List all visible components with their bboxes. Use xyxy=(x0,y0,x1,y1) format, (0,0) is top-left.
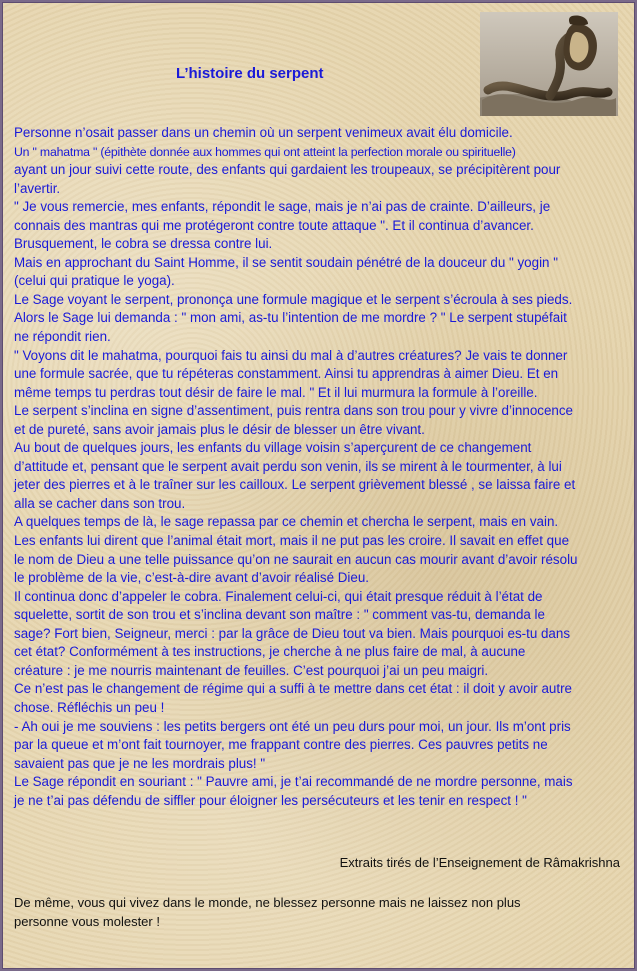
story-line: ne répondit rien. xyxy=(14,329,111,345)
story-line: même temps tu perdras tout désir de faire le mal. " Et il lui murmura la formule à l’oreille. xyxy=(14,384,538,400)
story-line: Ce n’est pas le changement de régime qui a suffi à te mettre dans cet état : il doit y avoir autre xyxy=(14,681,572,697)
story-line: le nom de Dieu a une telle puissance qu’on ne saurait en aucun cas mourir avant d’avoir résolu xyxy=(14,551,578,567)
story-line: Au bout de quelques jours, les enfants du village voisin s’aperçurent de ce changement xyxy=(14,440,532,456)
story-line: cet état? Conformément à tes instructions, je cherche à ne plus faire de mal, à aucune xyxy=(14,644,526,660)
story-line: Le Sage répondit en souriant : " Pauvre ami, je t’ai recommandé de ne mordre personne, mais xyxy=(14,774,573,790)
story-line: et de pureté, sans avoir jamais plus le désir de blesser un être vivant. xyxy=(14,421,425,437)
story-line: " Voyons dit le mahatma, pourquoi fais tu ainsi du mal à d’autres créatures? Je vais te donner xyxy=(14,347,568,363)
story-line: ayant un jour suivi cette route, des enfants qui gardaient les troupeaux, se précipitèrent pour xyxy=(14,162,561,178)
story-line: Il continua donc d’appeler le cobra. Finalement celui-ci, qui était presque réduit à l’état de xyxy=(14,588,543,604)
cobra-photo xyxy=(480,12,618,116)
story-text xyxy=(14,124,626,810)
story-line: Alors le Sage lui demanda : " mon ami, as-tu l’intention de me mordre ? " Le serpent stupéfait xyxy=(14,310,567,326)
moral-line: personne vous molester ! xyxy=(14,914,160,929)
page-frame xyxy=(2,2,635,969)
story-line: Mais en approchant du Saint Homme, il se sentit soudain pénétré de la douceur du " yogin " xyxy=(14,254,558,270)
story-line: d’attitude et, pensant que le serpent avait perdu son venin, ils se mirent à le tourmenter, à lui xyxy=(14,458,562,474)
story-line: je ne t’ai pas défendu de siffler pour éloigner les persécuteurs et les tenir en respect ! " xyxy=(14,792,527,808)
source-credit: Extraits tirés de l’Enseignement de Râmakrishna xyxy=(339,855,620,870)
story-line: une formule sacrée, que tu répéteras constamment. Ainsi tu apprendras à aimer Dieu. Et en xyxy=(14,366,559,382)
story-line: " Je vous remercie, mes enfants, répondit le sage, mais je n’ai pas de crainte. D’ailleurs, je xyxy=(14,199,551,215)
story-line: par la queue et m’ont fait tournoyer, me frappant contre des pierres. Ces pauvres petits ne xyxy=(14,737,548,753)
story-line: créature : je me nourris maintenant de feuilles. C’est pourquoi j’ai un peu maigri. xyxy=(14,662,489,678)
story-line: Personne n’osait passer dans un chemin où un serpent venimeux avait élu domicile. xyxy=(14,125,513,140)
story-line: Le serpent s’inclina en signe d’assentiment, puis rentra dans son trou pour y vivre d’innocence xyxy=(14,403,574,419)
story-line: jeter des pierres et à le traîner sur les cailloux. Le serpent grièvement blessé , se laissa faire et xyxy=(14,477,576,493)
story-line: (celui qui pratique le yoga). xyxy=(14,273,175,289)
story-line: l’avertir. xyxy=(14,180,61,196)
story-line: Les enfants lui dirent que l’animal était mort, mais il ne put pas les croire. Il savait en effet que xyxy=(14,533,570,549)
story-line: chose. Réfléchis un peu ! xyxy=(14,699,165,715)
story-line: Le Sage voyant le serpent, prononça une formule magique et le serpent s’écroula à ses pieds. xyxy=(14,291,573,307)
story-line: Un " mahatma " (épithète donnée aux hommes qui ont atteint la perfection morale ou spirituelle) xyxy=(14,144,516,159)
story-line: sage? Fort bien, Seigneur, merci : par la grâce de Dieu tout va bien. Mais pourquoi es-tu dans xyxy=(14,625,571,641)
moral-text xyxy=(14,893,626,931)
story-line: A quelques temps de là, le sage repassa par ce chemin et chercha le serpent, mais en vain. xyxy=(14,514,559,530)
story-line: savaient pas que je ne les mordrais plus! " xyxy=(14,755,266,771)
page-title: L’histoire du serpent xyxy=(176,65,324,82)
moral-line: De même, vous qui vivez dans le monde, ne blessez personne mais ne laissez non plus xyxy=(14,895,521,910)
story-line: squelette, sortit de son trou et s’inclina devant son maître : " comment vas-tu, demanda le xyxy=(14,607,545,623)
story-line: alla se cacher dans son trou. xyxy=(14,495,186,511)
story-line: le problème de la vie, c’est-à-dire avant d’avoir réalisé Dieu. xyxy=(14,570,370,586)
story-line: connais des mantras qui me protégeront contre toute attaque ". Et il continua d’avancer. xyxy=(14,217,534,233)
story-line: - Ah oui je me souviens : les petits bergers ont été un peu durs pour moi, un jour. Ils m’ont pris xyxy=(14,718,571,734)
story-line: Brusquement, le cobra se dressa contre lui. xyxy=(14,236,273,252)
